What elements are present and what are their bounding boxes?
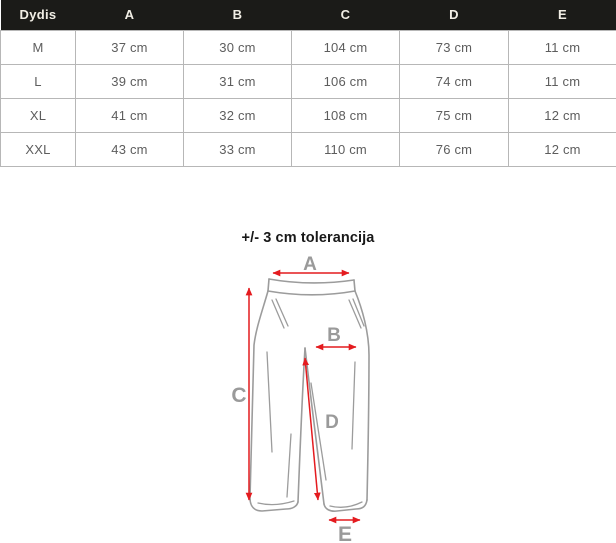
size-cell: M (1, 30, 76, 64)
header-cell-c: C (292, 0, 400, 30)
size-cell: XL (1, 98, 76, 132)
measurement-cell: 39 cm (76, 64, 184, 98)
measurement-cell: 32 cm (184, 98, 292, 132)
measurement-cell: 108 cm (292, 98, 400, 132)
measurement-cell: 110 cm (292, 132, 400, 166)
header-cell-b: B (184, 0, 292, 30)
measurement-cell: 12 cm (509, 98, 616, 132)
measurement-cell: 33 cm (184, 132, 292, 166)
tolerance-note: +/- 3 cm tolerancija (241, 230, 375, 246)
measurement-cell: 74 cm (400, 64, 509, 98)
measurement-cell: 37 cm (76, 30, 184, 64)
measurement-label-b: B (327, 325, 341, 346)
measurement-cell: 12 cm (509, 132, 616, 166)
pants-outline (250, 279, 369, 511)
header-cell-size: Dydis (1, 0, 76, 30)
measurement-cell: 11 cm (509, 64, 616, 98)
header-cell-e: E (509, 0, 616, 30)
size-cell: XXL (1, 132, 76, 166)
measurement-label-e: E (337, 523, 353, 543)
measurement-label-a: A (303, 254, 317, 275)
measurement-cell: 75 cm (400, 98, 509, 132)
measurement-cell: 31 cm (184, 64, 292, 98)
measurement-cell: 76 cm (400, 132, 509, 166)
measurement-label-d: D (325, 412, 339, 433)
measurement-cell: 73 cm (400, 30, 509, 64)
measurement-cell: 41 cm (76, 98, 184, 132)
measurement-label-c: C (231, 384, 247, 407)
measurement-arrows (249, 273, 360, 520)
measurement-cell: 11 cm (509, 30, 616, 64)
measurement-arrow-d (305, 358, 318, 500)
size-cell: L (1, 64, 76, 98)
measurement-cell: 106 cm (292, 64, 400, 98)
header-cell-a: A (76, 0, 184, 30)
header-cell-d: D (400, 0, 509, 30)
measurement-cell: 30 cm (184, 30, 292, 64)
measurement-cell: 43 cm (76, 132, 184, 166)
measurement-cell: 104 cm (292, 30, 400, 64)
